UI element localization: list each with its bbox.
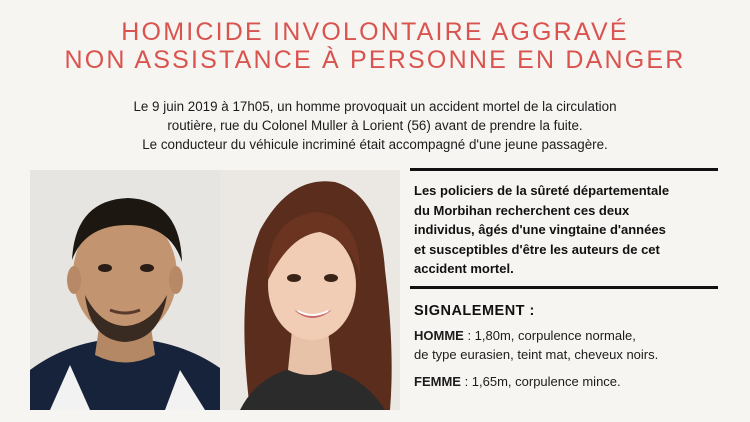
police-notice-line: Les policiers de la sûreté départementale	[414, 183, 670, 198]
police-notice-line: et susceptibles d'être les auteurs de cet	[414, 241, 660, 257]
homme-label: HOMME	[414, 328, 464, 343]
homme-line-1: : 1,80m, corpulence normale,	[463, 328, 636, 343]
suspect-photo-man	[30, 170, 220, 410]
poster-title-line-1: HOMICIDE INVOLONTAIRE AGGRAVÉ	[121, 18, 629, 46]
intro-line: Le conducteur du véhicule incriminé était accompagné d'une jeune passagère.	[142, 137, 608, 152]
suspect-photo-woman	[220, 170, 400, 410]
intro-line: routière, rue du Colonel Muller à Lorient (56) avant de prendre la fuite.	[167, 118, 583, 133]
intro-line: Le 9 juin 2019 à 17h05, un homme provoquait un accident mortel de la circulation	[133, 99, 617, 114]
femme-line-1: : 1,65m, corpulence mince.	[460, 374, 621, 389]
description-homme	[414, 326, 658, 364]
police-notice-line: accident mortel.	[414, 261, 514, 276]
intro-paragraph	[40, 97, 710, 154]
homme-line-2: de type eurasien, teint mat, cheveux noirs.	[414, 347, 659, 362]
description-femme	[414, 372, 621, 391]
police-notice	[414, 181, 714, 279]
divider	[410, 286, 718, 289]
signalement-heading: SIGNALEMENT :	[414, 303, 535, 319]
femme-label: FEMME	[414, 374, 461, 389]
divider	[410, 168, 718, 171]
police-notice-line: du Morbihan recherchent ces deux	[414, 202, 630, 218]
police-notice-line: individus, âgés d'une vingtaine d'années	[414, 222, 666, 237]
poster-title-line-2: NON ASSISTANCE À PERSONNE EN DANGER	[64, 46, 686, 74]
